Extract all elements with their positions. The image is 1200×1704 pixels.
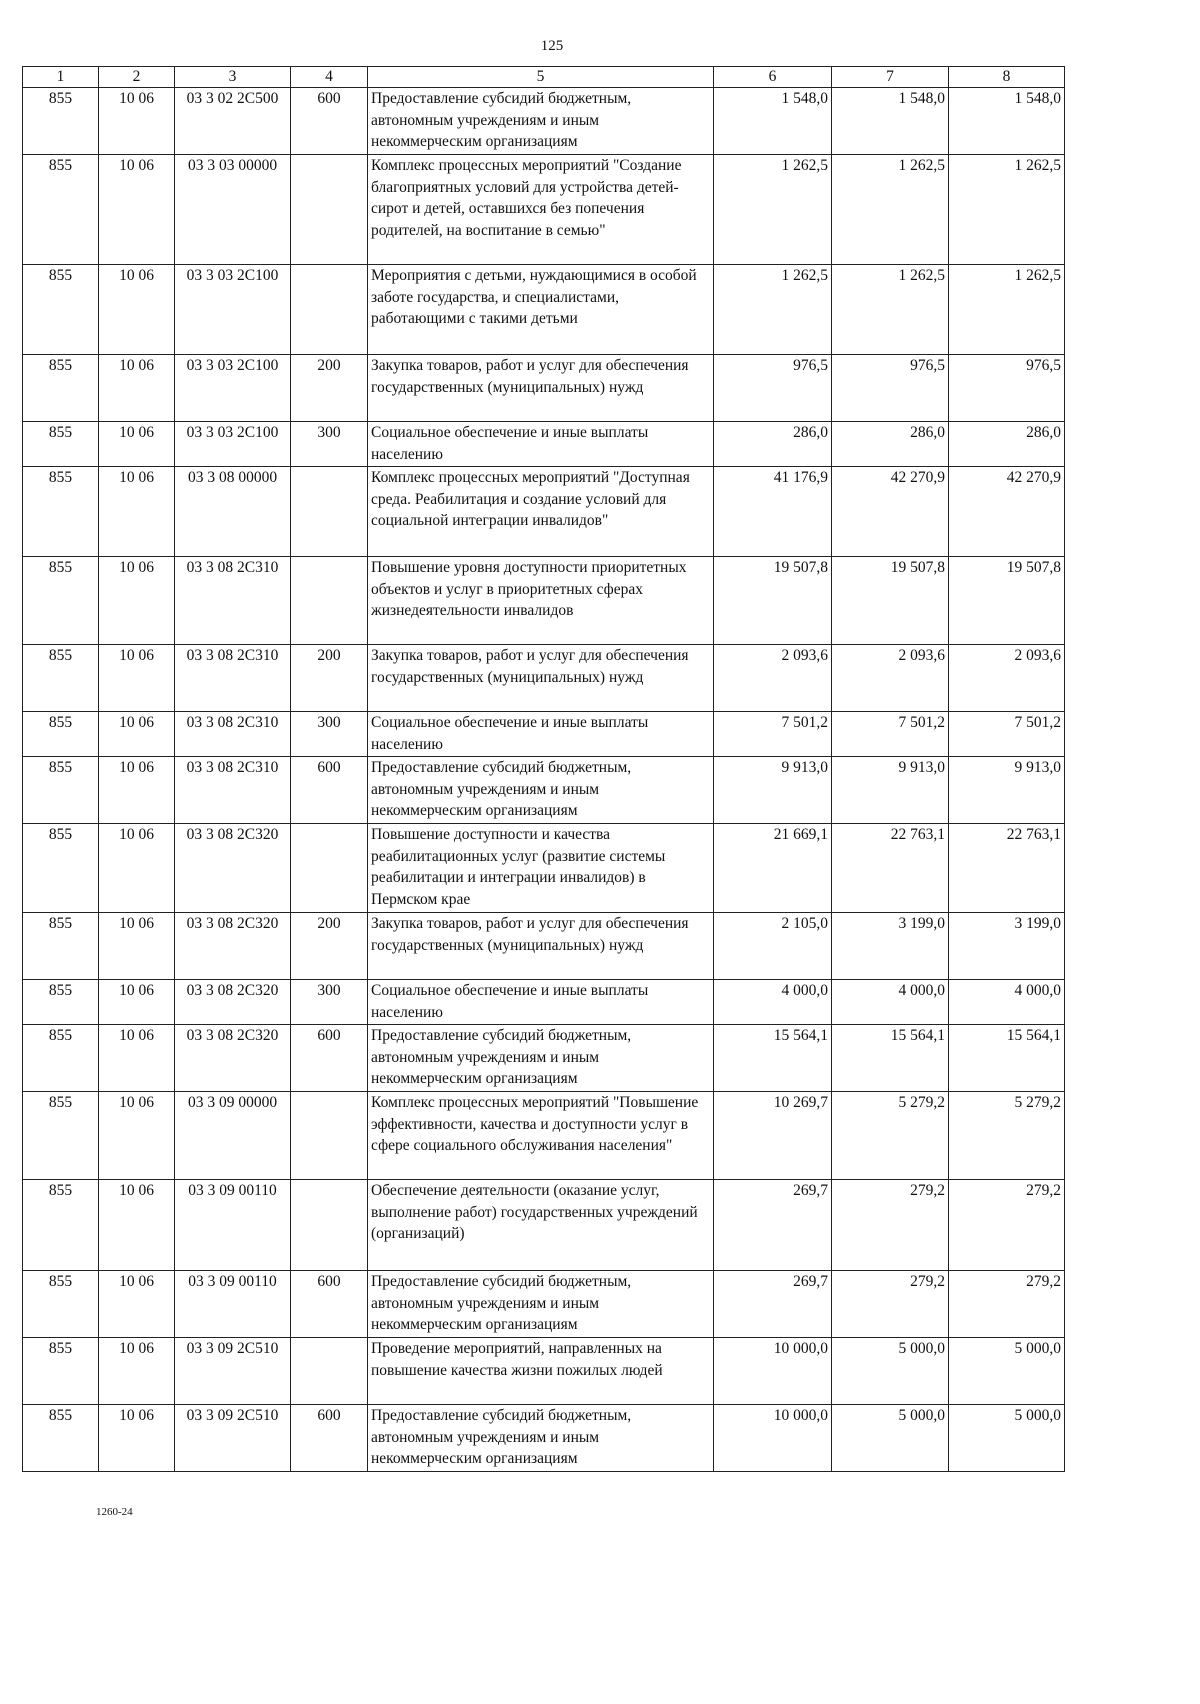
expense-type-cell — [291, 155, 368, 265]
col-header-7: 7 — [832, 67, 949, 88]
expense-type-cell: 600 — [291, 1271, 368, 1338]
target-article-cell: 03 3 08 2С310 — [175, 557, 291, 645]
expense-type-cell — [291, 824, 368, 913]
table-row — [23, 155, 1065, 265]
description-cell: Проведение мероприятий, направленных на повышение качества жизни пожилых людей — [368, 1338, 714, 1405]
table-body — [23, 88, 1065, 1472]
section-cell: 10 06 — [99, 980, 175, 1025]
amount-col8-cell: 2 093,6 — [949, 645, 1065, 712]
admin-code-cell: 855 — [23, 712, 99, 757]
amount-col6-cell: 9 913,0 — [714, 757, 832, 824]
amount-col8-cell: 1 262,5 — [949, 155, 1065, 265]
target-article-cell: 03 3 08 00000 — [175, 467, 291, 557]
amount-col7-cell: 279,2 — [832, 1271, 949, 1338]
amount-col6-cell: 976,5 — [714, 355, 832, 422]
table-row — [23, 1025, 1065, 1092]
amount-col7-cell: 1 262,5 — [832, 155, 949, 265]
table-row — [23, 557, 1065, 645]
amount-col7-cell: 3 199,0 — [832, 913, 949, 980]
table-row — [23, 265, 1065, 355]
amount-col8-cell: 1 262,5 — [949, 265, 1065, 355]
col-header-1: 1 — [23, 67, 99, 88]
section-cell: 10 06 — [99, 645, 175, 712]
description-cell: Предоставление субсидий бюджетным, автономным учреждениям и иным некоммерческим организациям — [368, 1405, 714, 1472]
expense-type-cell — [291, 467, 368, 557]
table-row — [23, 1092, 1065, 1180]
description-cell: Закупка товаров, работ и услуг для обеспечения государственных (муниципальных) нужд — [368, 355, 714, 422]
description-cell: Предоставление субсидий бюджетным, автономным учреждениям и иным некоммерческим организациям — [368, 88, 714, 155]
amount-col8-cell: 3 199,0 — [949, 913, 1065, 980]
target-article-cell: 03 3 03 2С100 — [175, 265, 291, 355]
amount-col6-cell: 2 093,6 — [714, 645, 832, 712]
target-article-cell: 03 3 08 2С310 — [175, 645, 291, 712]
amount-col6-cell: 10 000,0 — [714, 1405, 832, 1472]
amount-col8-cell: 4 000,0 — [949, 980, 1065, 1025]
amount-col8-cell: 7 501,2 — [949, 712, 1065, 757]
amount-col7-cell: 4 000,0 — [832, 980, 949, 1025]
description-cell: Комплекс процессных мероприятий "Доступная среда. Реабилитация и создание условий для социальной интеграции инвалидов" — [368, 467, 714, 557]
amount-col7-cell: 1 262,5 — [832, 265, 949, 355]
admin-code-cell: 855 — [23, 155, 99, 265]
admin-code-cell: 855 — [23, 1271, 99, 1338]
amount-col8-cell: 5 279,2 — [949, 1092, 1065, 1180]
target-article-cell: 03 3 09 2С510 — [175, 1405, 291, 1472]
description-cell: Мероприятия с детьми, нуждающимися в особой заботе государства, и специалистами, работающими с такими детьми — [368, 265, 714, 355]
table-row — [23, 824, 1065, 913]
amount-col6-cell: 269,7 — [714, 1271, 832, 1338]
expense-type-cell — [291, 1180, 368, 1271]
table-row — [23, 355, 1065, 422]
expense-type-cell: 200 — [291, 645, 368, 712]
amount-col6-cell: 1 262,5 — [714, 265, 832, 355]
footer-code: 1260-24 — [96, 1506, 133, 1518]
target-article-cell: 03 3 03 2С100 — [175, 422, 291, 467]
amount-col6-cell: 1 262,5 — [714, 155, 832, 265]
section-cell: 10 06 — [99, 557, 175, 645]
expense-type-cell — [291, 1092, 368, 1180]
table-row — [23, 1180, 1065, 1271]
budget-table — [22, 66, 1065, 1472]
expense-type-cell: 300 — [291, 980, 368, 1025]
expense-type-cell — [291, 557, 368, 645]
target-article-cell: 03 3 02 2С500 — [175, 88, 291, 155]
col-header-4: 4 — [291, 67, 368, 88]
description-cell: Социальное обеспечение и иные выплаты населению — [368, 712, 714, 757]
col-header-6: 6 — [714, 67, 832, 88]
section-cell: 10 06 — [99, 712, 175, 757]
description-cell: Предоставление субсидий бюджетным, автономным учреждениям и иным некоммерческим организациям — [368, 1025, 714, 1092]
admin-code-cell: 855 — [23, 422, 99, 467]
amount-col7-cell: 19 507,8 — [832, 557, 949, 645]
amount-col7-cell: 9 913,0 — [832, 757, 949, 824]
admin-code-cell: 855 — [23, 467, 99, 557]
admin-code-cell: 855 — [23, 980, 99, 1025]
table-row — [23, 1271, 1065, 1338]
amount-col8-cell: 5 000,0 — [949, 1405, 1065, 1472]
amount-col7-cell: 286,0 — [832, 422, 949, 467]
amount-col8-cell: 5 000,0 — [949, 1338, 1065, 1405]
description-cell: Комплекс процессных мероприятий "Создание благоприятных условий для устройства детей-сирот и детей, оставшихся без попечения родителей, на воспитание в семью" — [368, 155, 714, 265]
amount-col7-cell: 976,5 — [832, 355, 949, 422]
description-cell: Повышение доступности и качества реабилитационных услуг (развитие системы реабилитации и интеграции инвалидов) в Пермском крае — [368, 824, 714, 913]
amount-col7-cell: 42 270,9 — [832, 467, 949, 557]
table-row — [23, 422, 1065, 467]
expense-type-cell: 600 — [291, 88, 368, 155]
table-row — [23, 913, 1065, 980]
amount-col8-cell: 286,0 — [949, 422, 1065, 467]
target-article-cell: 03 3 09 00000 — [175, 1092, 291, 1180]
expense-type-cell: 600 — [291, 1025, 368, 1092]
amount-col6-cell: 19 507,8 — [714, 557, 832, 645]
admin-code-cell: 855 — [23, 757, 99, 824]
target-article-cell: 03 3 03 00000 — [175, 155, 291, 265]
amount-col7-cell: 5 000,0 — [832, 1405, 949, 1472]
admin-code-cell: 855 — [23, 88, 99, 155]
admin-code-cell: 855 — [23, 913, 99, 980]
admin-code-cell: 855 — [23, 1180, 99, 1271]
amount-col8-cell: 976,5 — [949, 355, 1065, 422]
admin-code-cell: 855 — [23, 265, 99, 355]
description-cell: Предоставление субсидий бюджетным, автономным учреждениям и иным некоммерческим организациям — [368, 1271, 714, 1338]
amount-col7-cell: 5 000,0 — [832, 1338, 949, 1405]
col-header-5: 5 — [368, 67, 714, 88]
amount-col6-cell: 10 269,7 — [714, 1092, 832, 1180]
expense-type-cell — [291, 1338, 368, 1405]
amount-col7-cell: 279,2 — [832, 1180, 949, 1271]
section-cell: 10 06 — [99, 1180, 175, 1271]
admin-code-cell: 855 — [23, 1025, 99, 1092]
description-cell: Социальное обеспечение и иные выплаты населению — [368, 980, 714, 1025]
col-header-2: 2 — [99, 67, 175, 88]
description-cell: Обеспечение деятельности (оказание услуг, выполнение работ) государственных учреждений (организаций) — [368, 1180, 714, 1271]
description-cell: Предоставление субсидий бюджетным, автономным учреждениям и иным некоммерческим организациям — [368, 757, 714, 824]
expense-type-cell: 200 — [291, 913, 368, 980]
section-cell: 10 06 — [99, 1025, 175, 1092]
admin-code-cell: 855 — [23, 645, 99, 712]
expense-type-cell: 600 — [291, 1405, 368, 1472]
amount-col8-cell: 9 913,0 — [949, 757, 1065, 824]
table-row — [23, 1405, 1065, 1472]
section-cell: 10 06 — [99, 467, 175, 557]
amount-col6-cell: 21 669,1 — [714, 824, 832, 913]
target-article-cell: 03 3 09 2С510 — [175, 1338, 291, 1405]
table-row — [23, 467, 1065, 557]
expense-type-cell: 600 — [291, 757, 368, 824]
section-cell: 10 06 — [99, 88, 175, 155]
col-header-3: 3 — [175, 67, 291, 88]
section-cell: 10 06 — [99, 1338, 175, 1405]
amount-col8-cell: 22 763,1 — [949, 824, 1065, 913]
amount-col6-cell: 7 501,2 — [714, 712, 832, 757]
target-article-cell: 03 3 08 2С320 — [175, 913, 291, 980]
amount-col8-cell: 279,2 — [949, 1180, 1065, 1271]
amount-col6-cell: 41 176,9 — [714, 467, 832, 557]
description-cell: Закупка товаров, работ и услуг для обеспечения государственных (муниципальных) нужд — [368, 913, 714, 980]
admin-code-cell: 855 — [23, 824, 99, 913]
amount-col8-cell: 19 507,8 — [949, 557, 1065, 645]
amount-col6-cell: 4 000,0 — [714, 980, 832, 1025]
table-row — [23, 757, 1065, 824]
target-article-cell: 03 3 08 2С320 — [175, 1025, 291, 1092]
amount-col8-cell: 42 270,9 — [949, 467, 1065, 557]
description-cell: Закупка товаров, работ и услуг для обеспечения государственных (муниципальных) нужд — [368, 645, 714, 712]
amount-col7-cell: 5 279,2 — [832, 1092, 949, 1180]
amount-col6-cell: 2 105,0 — [714, 913, 832, 980]
amount-col7-cell: 2 093,6 — [832, 645, 949, 712]
amount-col7-cell: 15 564,1 — [832, 1025, 949, 1092]
header-row — [23, 67, 1065, 88]
admin-code-cell: 855 — [23, 1092, 99, 1180]
target-article-cell: 03 3 08 2С320 — [175, 824, 291, 913]
description-cell: Повышение уровня доступности приоритетных объектов и услуг в приоритетных сферах жизнедеятельности инвалидов — [368, 557, 714, 645]
table-row — [23, 712, 1065, 757]
section-cell: 10 06 — [99, 757, 175, 824]
amount-col8-cell: 279,2 — [949, 1271, 1065, 1338]
admin-code-cell: 855 — [23, 557, 99, 645]
amount-col6-cell: 1 548,0 — [714, 88, 832, 155]
section-cell: 10 06 — [99, 1271, 175, 1338]
expense-type-cell: 200 — [291, 355, 368, 422]
expense-type-cell: 300 — [291, 712, 368, 757]
amount-col6-cell: 269,7 — [714, 1180, 832, 1271]
section-cell: 10 06 — [99, 355, 175, 422]
target-article-cell: 03 3 09 00110 — [175, 1271, 291, 1338]
admin-code-cell: 855 — [23, 355, 99, 422]
admin-code-cell: 855 — [23, 1338, 99, 1405]
section-cell: 10 06 — [99, 155, 175, 265]
section-cell: 10 06 — [99, 913, 175, 980]
amount-col7-cell: 22 763,1 — [832, 824, 949, 913]
amount-col6-cell: 10 000,0 — [714, 1338, 832, 1405]
section-cell: 10 06 — [99, 265, 175, 355]
expense-type-cell: 300 — [291, 422, 368, 467]
table-row — [23, 88, 1065, 155]
amount-col8-cell: 15 564,1 — [949, 1025, 1065, 1092]
amount-col6-cell: 15 564,1 — [714, 1025, 832, 1092]
target-article-cell: 03 3 08 2С310 — [175, 757, 291, 824]
target-article-cell: 03 3 09 00110 — [175, 1180, 291, 1271]
description-cell: Социальное обеспечение и иные выплаты населению — [368, 422, 714, 467]
amount-col7-cell: 1 548,0 — [832, 88, 949, 155]
page-number: 125 — [540, 38, 564, 54]
table-row — [23, 980, 1065, 1025]
target-article-cell: 03 3 08 2С320 — [175, 980, 291, 1025]
section-cell: 10 06 — [99, 1092, 175, 1180]
amount-col8-cell: 1 548,0 — [949, 88, 1065, 155]
table-row — [23, 645, 1065, 712]
section-cell: 10 06 — [99, 824, 175, 913]
target-article-cell: 03 3 08 2С310 — [175, 712, 291, 757]
description-cell: Комплекс процессных мероприятий "Повышение эффективности, качества и доступности услуг в сфере социального обслуживания населения" — [368, 1092, 714, 1180]
section-cell: 10 06 — [99, 422, 175, 467]
amount-col7-cell: 7 501,2 — [832, 712, 949, 757]
expense-type-cell — [291, 265, 368, 355]
table-row — [23, 1338, 1065, 1405]
col-header-8: 8 — [949, 67, 1065, 88]
admin-code-cell: 855 — [23, 1405, 99, 1472]
section-cell: 10 06 — [99, 1405, 175, 1472]
target-article-cell: 03 3 03 2С100 — [175, 355, 291, 422]
amount-col6-cell: 286,0 — [714, 422, 832, 467]
